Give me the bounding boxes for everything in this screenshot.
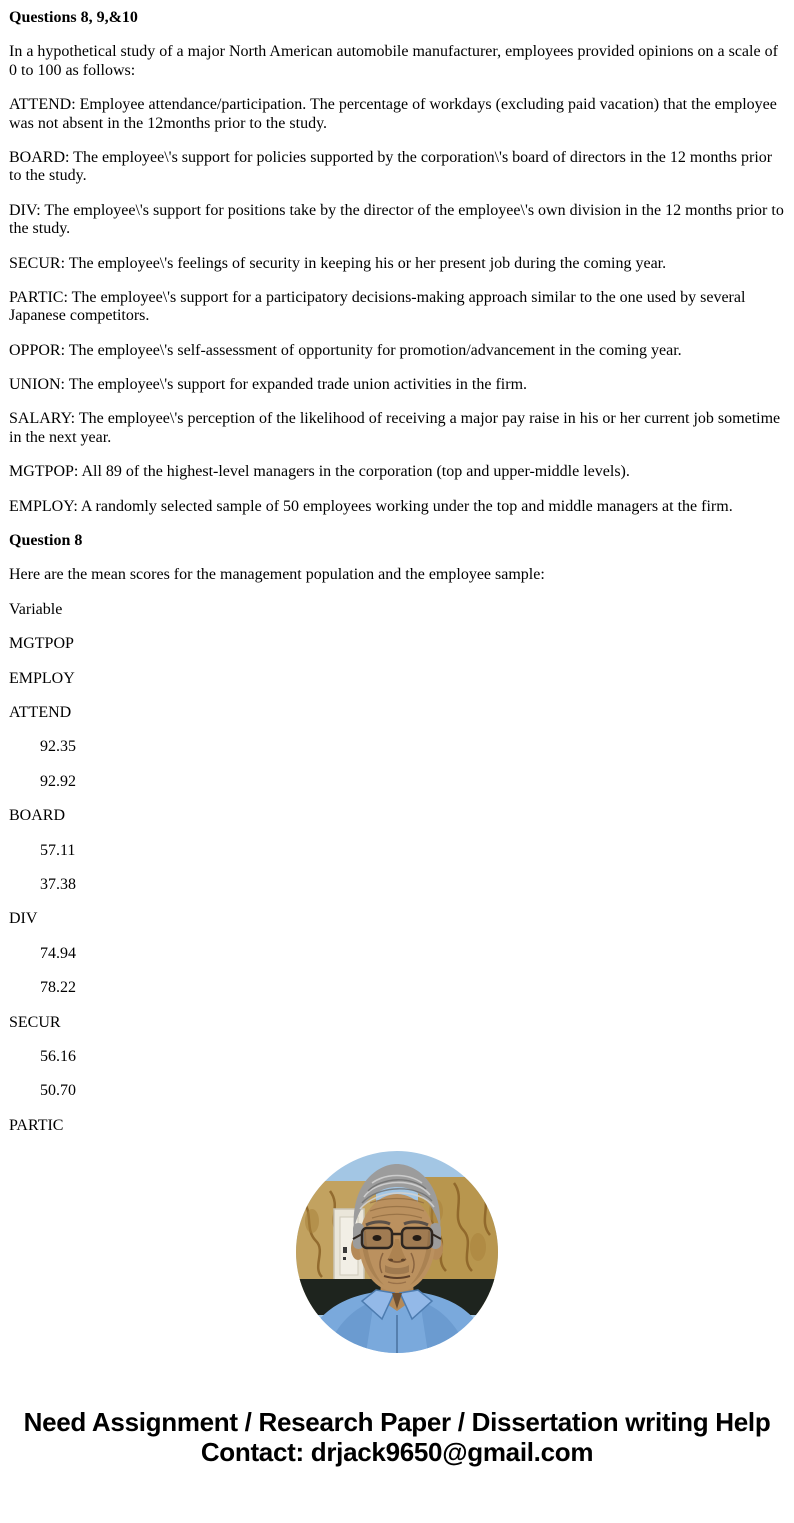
intro-paragraph: In a hypothetical study of a major North American automobile manufacturer, employees provided opinions on a scale of 0 to 100 as follows: — [9, 43, 778, 79]
listing-col-employ: EMPLOY — [9, 669, 75, 687]
mean-value-attend-employ: 92.92 — [40, 772, 76, 790]
variable-label-div: DIV — [9, 910, 38, 928]
mean-value-secur-employ: 50.70 — [40, 1082, 76, 1100]
definition-attend: ATTEND: Employee attendance/participation. The percentage of workdays (excluding paid vacation) that the employee was not absent in the 12months prior to the study. — [9, 96, 777, 132]
variable-label-board: BOARD — [9, 807, 66, 825]
mean-value-div-employ: 78.22 — [40, 979, 76, 997]
variable-label-secur: SECUR — [9, 1013, 61, 1031]
definition-employ: EMPLOY: A randomly selected sample of 50 employees working under the top and middle managers at the firm. — [9, 497, 733, 515]
footer-help-text: Need Assignment / Research Paper / Dissertation writing Help — [23, 1407, 771, 1438]
portrait-photo-container — [9, 1151, 785, 1353]
definition-mgtpop: MGTPOP: All 89 of the highest-level managers in the corporation (top and upper-middle levels). — [9, 463, 630, 481]
mean-value-board-employ: 37.38 — [40, 875, 76, 893]
definition-salary: SALARY: The employee\'s perception of the likelihood of receiving a major pay raise in his or her current job sometime in the next year. — [9, 410, 781, 446]
questions-heading: Questions 8, 9,&10 — [9, 9, 138, 26]
definition-board: BOARD: The employee\'s support for policies supported by the corporation\'s board of directors in the 12 months prior to the study. — [9, 148, 773, 185]
definition-union: UNION: The employee\'s support for expanded trade union activities in the firm. — [9, 376, 528, 394]
listing-header-variable: Variable — [9, 600, 63, 618]
listing-col-mgtpop: MGTPOP — [9, 635, 74, 653]
mean-value-secur-mgtpop: 56.16 — [40, 1047, 76, 1065]
mean-value-attend-mgtpop: 92.35 — [40, 738, 76, 756]
variable-label-partic: PARTIC — [9, 1116, 64, 1134]
definition-div: DIV: The employee\'s support for positions take by the director of the employee\'s own division in the 12 months prior to the study. — [9, 201, 784, 238]
mean-value-board-mgtpop: 57.11 — [40, 841, 76, 859]
mean-value-div-mgtpop: 74.94 — [40, 944, 76, 962]
footer-contact-email: Contact: drjack9650@gmail.com — [200, 1437, 594, 1468]
advertisement-footer — [16, 1407, 778, 1467]
definition-partic: PARTIC: The employee\'s support for a participatory decisions-making approach similar to the one used by several Japanese competitors. — [9, 288, 746, 325]
variable-label-attend: ATTEND — [9, 703, 72, 721]
definition-oppor: OPPOR: The employee\'s self-assessment of opportunity for promotion/advancement in the coming year. — [9, 341, 682, 359]
question8-lead: Here are the mean scores for the management population and the employee sample: — [9, 566, 545, 584]
question8-heading: Question 8 — [9, 532, 83, 550]
portrait-photo — [296, 1151, 498, 1353]
definition-secur: SECUR: The employee\'s feelings of security in keeping his or her present job during the coming year. — [9, 254, 667, 272]
